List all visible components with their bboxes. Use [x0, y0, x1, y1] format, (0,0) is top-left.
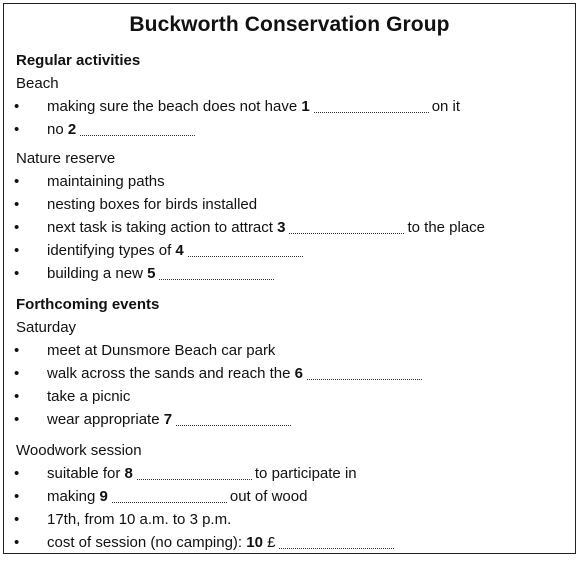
bullet-icon: • [14, 342, 20, 359]
answer-blank-7[interactable] [176, 411, 291, 426]
section-heading-regular: Regular activities [16, 52, 141, 69]
page-title: Buckworth Conservation Group [129, 13, 450, 36]
notes-form: Buckworth Conservation Group Regular activities Beach • making sure the beach does not have 1 on it • no 2 Nature reserve • maintaining paths • nesting boxes for birds installed • next task is taking action to attract 3 to the place • identifying types of 4 • building a new 5 Forthcoming events Saturday • meet at Dunsmore Beach car park • walk across the sands and reach the 6 • take a picnic • wear appropriate 7 Woodwork session • suitable for 8 to participate in • making 9 out of wood • 17th, from 10 a.m. to 3 p.m. • cost of session (no camping): 10 £ [3, 3, 576, 554]
answer-blank-9[interactable] [112, 488, 227, 503]
subheading-saturday: Saturday [16, 319, 77, 336]
bullet-icon: • [14, 219, 20, 236]
bullet-icon: • [14, 365, 20, 382]
section-heading-events: Forthcoming events [16, 296, 160, 313]
bullet-icon: • [14, 411, 20, 428]
bullet-icon: • [14, 98, 20, 115]
bullet-icon: • [14, 534, 20, 551]
answer-blank-8[interactable] [137, 465, 252, 480]
answer-blank-4[interactable] [188, 242, 303, 257]
bullet-icon: • [14, 196, 20, 213]
subheading-woodwork: Woodwork session [16, 442, 142, 459]
answer-blank-3[interactable] [289, 219, 404, 234]
bullet-icon: • [14, 121, 20, 138]
bullet-icon: • [14, 388, 20, 405]
subheading-nature-reserve: Nature reserve [16, 150, 116, 167]
bullet-icon: • [14, 511, 20, 528]
bullet-icon: • [14, 242, 20, 259]
bullet-icon: • [14, 173, 20, 190]
answer-blank-1[interactable] [314, 98, 429, 113]
bullet-icon: • [14, 488, 20, 505]
answer-blank-2[interactable] [80, 121, 195, 136]
answer-blank-10[interactable] [279, 534, 394, 549]
subheading-beach: Beach [16, 75, 59, 92]
bullet-icon: • [14, 265, 20, 282]
answer-blank-5[interactable] [159, 265, 274, 280]
answer-blank-6[interactable] [307, 365, 422, 380]
bullet-icon: • [14, 465, 20, 482]
